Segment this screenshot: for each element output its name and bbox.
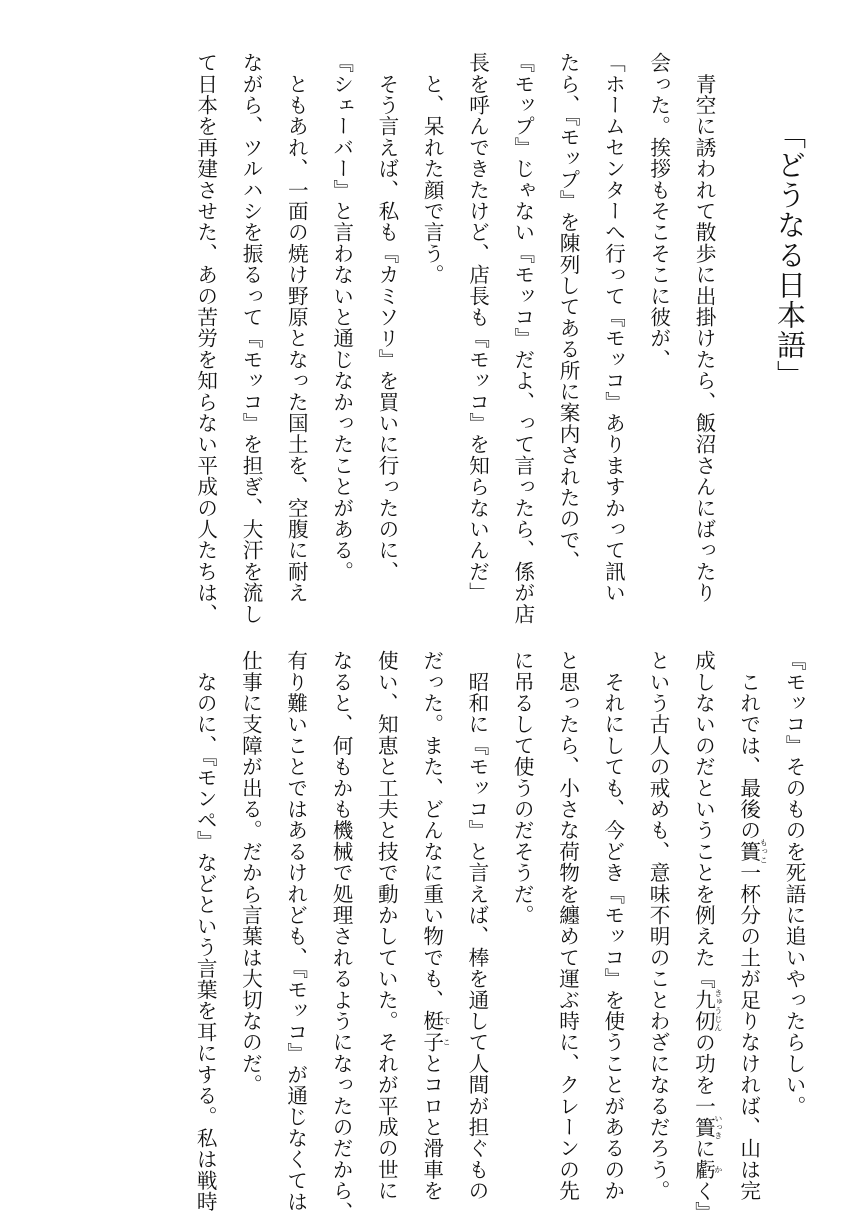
text-line-ruby: だった。また、どんなに重い物でも、梃子てことコロと滑車を bbox=[419, 650, 452, 1202]
text-line: 長を呼んできたけど、店長も『モッコ』を知らないんだ」 bbox=[465, 52, 490, 604]
text-line: に吊るして使うのだそうだ。 bbox=[510, 650, 535, 926]
text-line: と思ったら、小さな荷物を纏めて運ぶ時に、クレーンの先 bbox=[555, 650, 580, 1202]
ruby-reading: か bbox=[713, 1159, 723, 1181]
text-line: たら、『モップ』を陳列してある所に案内されたので、 bbox=[556, 52, 581, 572]
text-line: 昭和に『モッコ』と言えば、棒を通して人間が担ぐもの bbox=[464, 650, 489, 1202]
ruby-annotation: 虧か bbox=[691, 1159, 723, 1181]
text-line: 『モッコ』そのものを死語に追いやったらしい。 bbox=[782, 650, 806, 1117]
text-line: 仕事に支障が出る。だから言葉は大切なのだ。 bbox=[238, 650, 263, 1096]
ruby-annotation: 簣もっこ bbox=[736, 838, 769, 865]
ruby-annotation: 九仞きゅうじん bbox=[691, 989, 723, 1033]
text-line: という古人の戒めも、意味不明のことわざになるだろう。 bbox=[646, 650, 671, 1202]
text-line: なると、何もかも機械で処理されるようになったのだから、 bbox=[329, 650, 354, 1223]
text-line: ともあれ、一面の焼け野原となった国土を、空腹に耐え bbox=[284, 52, 309, 604]
ruby-reading: もっこ bbox=[759, 838, 769, 865]
text-line: ながら、ツルハシを振るって『モッコ』を担ぎ、大汗を流し bbox=[239, 52, 264, 625]
ruby-reading: てこ bbox=[442, 1010, 452, 1053]
text-line: 『モップ』じゃない『モッコ』だよ、って言ったら、係が店 bbox=[510, 52, 535, 625]
text-line: と、呆れた顔で言う。 bbox=[420, 52, 445, 286]
ruby-annotation: 簣いっき bbox=[691, 1114, 723, 1141]
text-line: 「ホームセンターへ行って『モッコ』ありますかって訊い bbox=[601, 52, 626, 604]
essay-title: 「どうなる日本語」 bbox=[773, 120, 807, 390]
text-block-bottom bbox=[90, 650, 816, 1223]
text-line: 会った。挨拶もそこそこに彼が、 bbox=[646, 52, 671, 370]
text-line: て日本を再建させた、あの苦労を知らない平成の人たちは、 bbox=[193, 52, 218, 625]
ruby-annotation: 梃子てこ bbox=[419, 1010, 452, 1053]
text-line: それにしても、今どき『モッコ』を使うことがあるのか bbox=[600, 650, 625, 1202]
text-line: そう言えば、私も『カミソリ』を買いに行ったのに、 bbox=[374, 52, 399, 582]
text-line: 青空に誘われて散歩に出掛けたら、飯沼さんにばったり bbox=[692, 52, 716, 604]
ruby-reading: いっき bbox=[713, 1114, 723, 1141]
text-line: 有り難いことではあるけれども、『モッコ』が通じなくては bbox=[283, 650, 308, 1213]
text-line: 『シェーバー』と言わないと通じなかったことがある。 bbox=[329, 52, 354, 582]
text-line-ruby: これでは、最後の簣もっこ一杯分の土が足りなければ、山は完 bbox=[736, 650, 769, 1202]
ruby-reading: きゅうじん bbox=[713, 989, 723, 1033]
text-line: なのに、『モンペ』などという言葉を耳にする。私は戦時 bbox=[193, 650, 218, 1213]
text-block-top bbox=[90, 52, 726, 625]
text-line: 使い、知恵と工夫と技で動かしていた。それが平成の世に bbox=[374, 650, 399, 1202]
text-line-ruby: 成しないのだということを例えた『九仞きゅうじんの功を一簣いっきに虧かく』 bbox=[691, 650, 723, 1223]
